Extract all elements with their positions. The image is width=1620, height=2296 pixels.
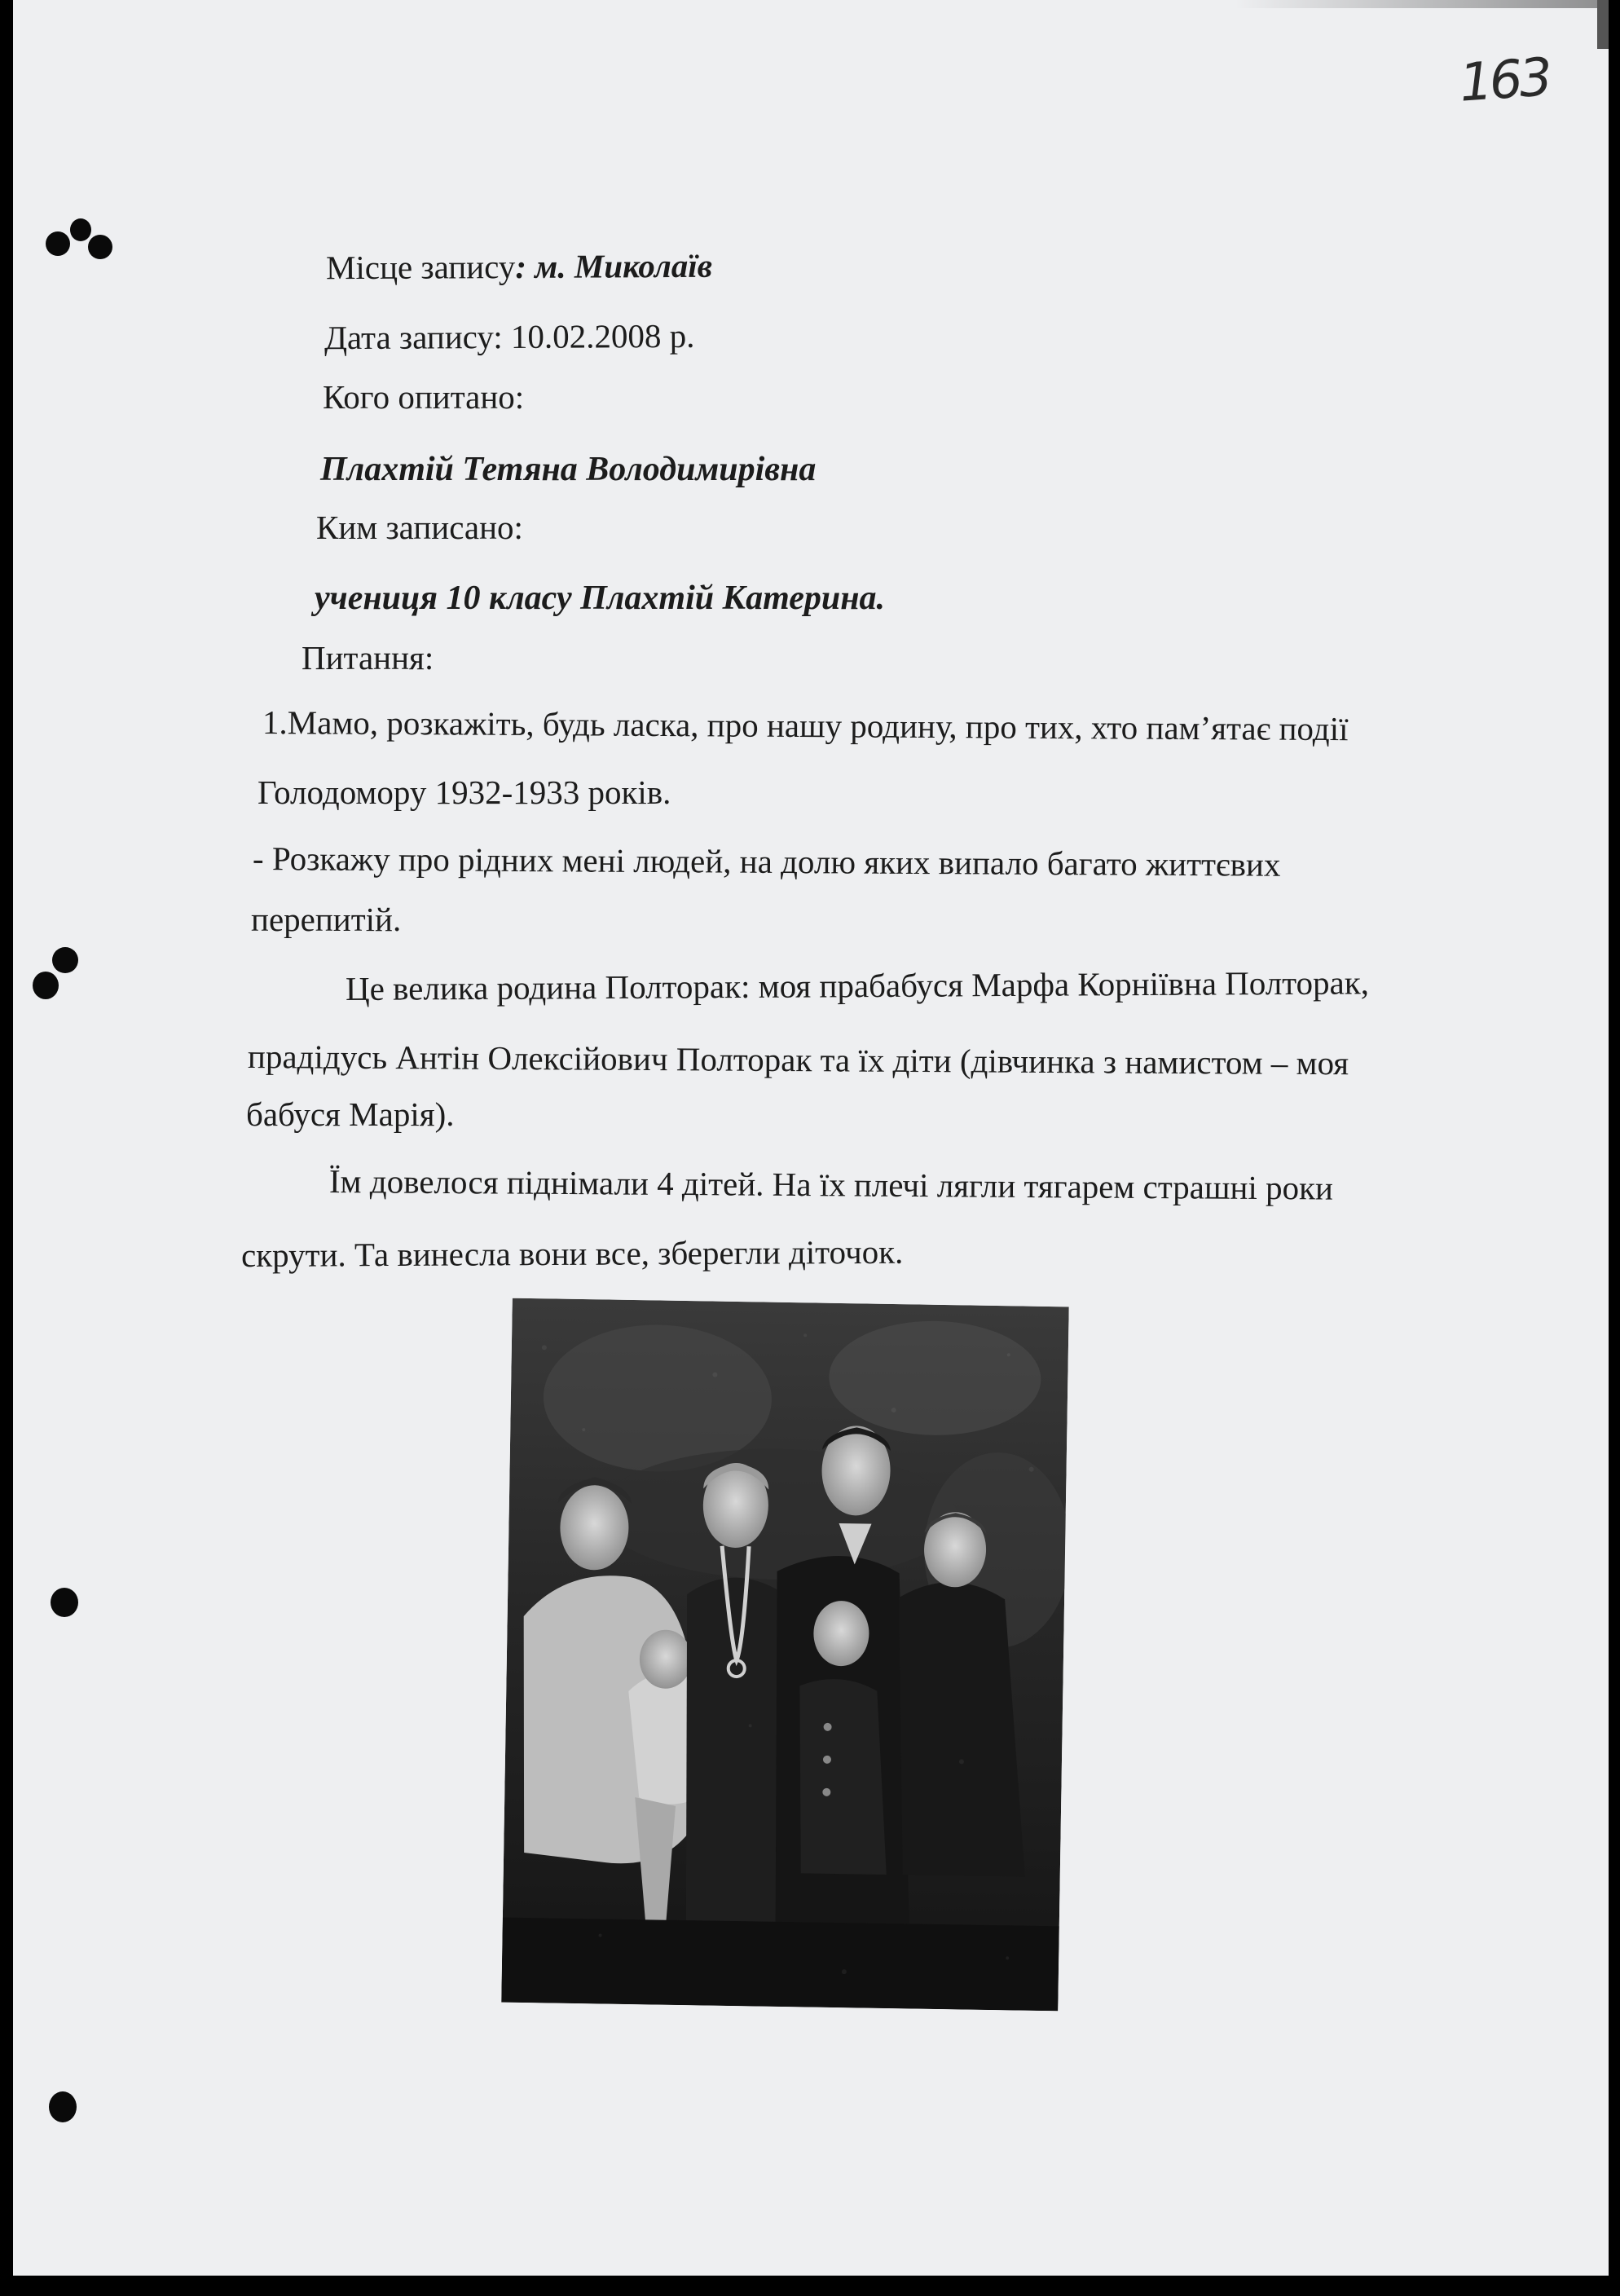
scan-edge-shadow: [1235, 0, 1609, 8]
interviewee-label: Кого опитано:: [323, 378, 525, 416]
place-label: Місце запису: [325, 248, 516, 287]
punch-hole: [46, 231, 70, 256]
document-page: [13, 0, 1609, 2276]
punch-hole: [51, 1588, 78, 1617]
answer-intro-line-1: - Розкажу про рідних мені людей, на долю яких випало багато життєвих: [252, 840, 1281, 884]
punch-hole: [33, 972, 59, 999]
family-paragraph-line-2: прадідусь Антін Олексійович Полторак та їх діти (дівчинка з намистом – моя: [247, 1038, 1349, 1082]
interviewee-name: Плахтій Тетяна Володимирівна: [320, 451, 817, 488]
children-paragraph-line-2: скрути. Та винесла вони все, зберегли діточок.: [240, 1232, 904, 1274]
question-1-line-2: Голодомору 1932-1933 років.: [258, 773, 671, 811]
recorder-label: Ким записано:: [316, 509, 523, 546]
family-paragraph-line-3: бабуся Марія).: [246, 1095, 455, 1133]
children-paragraph-line-1: Їм довелося піднімали 4 дітей. На їх плечі лягли тягарем страшні роки: [328, 1162, 1334, 1207]
family-paragraph-line-1: Це велика родина Полторак: моя прабабуся Марфа Корніївна Полторак,: [345, 963, 1370, 1007]
family-portrait-photo: [501, 1298, 1068, 2012]
punch-hole: [70, 218, 91, 241]
questions-label: Питання:: [302, 639, 434, 676]
answer-intro-line-2: перепитій.: [251, 901, 402, 938]
question-1-line-1: 1.Мамо, розкажіть, будь ласка, про нашу родину, про тих, хто пам’ятає події: [262, 703, 1349, 748]
page-number: 163: [1457, 47, 1552, 114]
place-value: : м. Миколаїв: [515, 246, 713, 286]
punch-hole: [52, 947, 78, 973]
scan-edge-corner: [1597, 0, 1609, 49]
date-line: Дата запису: 10.02.2008 р.: [324, 316, 695, 357]
punch-hole: [49, 2091, 77, 2122]
recorder-name: учениця 10 класу Плахтій Катерина.: [315, 580, 886, 617]
place-line: [325, 246, 713, 287]
punch-hole: [88, 235, 112, 259]
family-portrait-drawing: [501, 1298, 1068, 2012]
